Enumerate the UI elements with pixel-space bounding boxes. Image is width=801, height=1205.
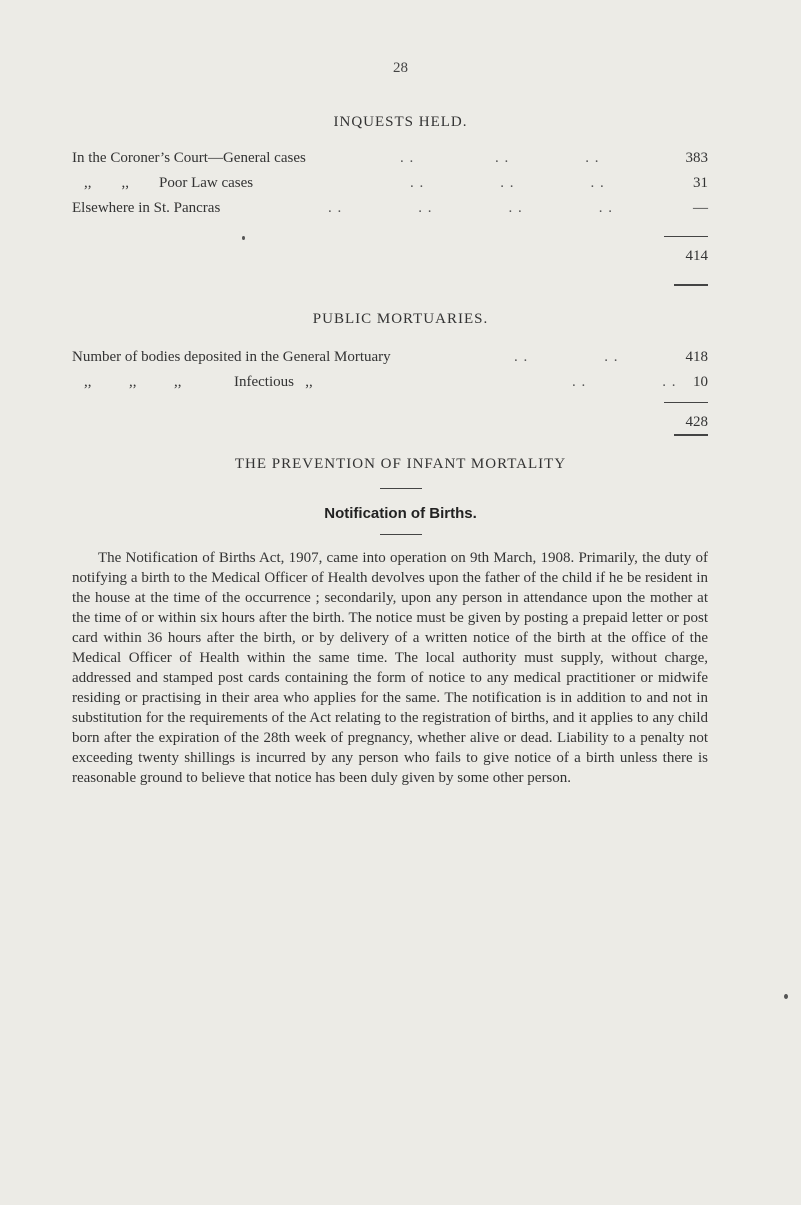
row-value: 418 bbox=[685, 349, 708, 365]
page-number: 28 bbox=[393, 60, 408, 76]
row-leader-dots: . . . . . . . . bbox=[328, 200, 613, 216]
row-leader-dots: . . . . . . bbox=[400, 150, 600, 166]
row-value: 10 bbox=[693, 374, 708, 390]
notification-paragraph bbox=[72, 548, 708, 788]
margin-speck bbox=[242, 236, 245, 240]
total-rule bbox=[674, 434, 708, 436]
row-value: — bbox=[693, 200, 708, 216]
row-leader-dots: . . . . bbox=[514, 349, 619, 365]
section-divider bbox=[380, 534, 422, 535]
section-divider bbox=[380, 488, 422, 489]
subtotal-rule bbox=[664, 236, 708, 237]
prevention-heading: THE PREVENTION OF INFANT MORTALITY bbox=[234, 456, 567, 472]
subtotal-rule bbox=[664, 402, 708, 403]
row-leader-dots: . . . . . . bbox=[410, 175, 605, 191]
mortuaries-total: 428 bbox=[685, 414, 708, 430]
row-value: 31 bbox=[693, 175, 708, 191]
inquests-heading: INQUESTS HELD. bbox=[333, 114, 468, 130]
row-leader-dots: . . . . bbox=[572, 374, 677, 390]
row-label: ,, ,, Poor Law cases bbox=[84, 175, 254, 191]
row-label: Elsewhere in St. Pancras bbox=[72, 200, 221, 216]
notification-subheading: Notification of Births. bbox=[324, 505, 477, 522]
inquests-row bbox=[72, 150, 708, 170]
row-value: 383 bbox=[685, 150, 708, 166]
inquests-row bbox=[72, 175, 708, 195]
row-label: Number of bodies deposited in the General Mortuary bbox=[72, 349, 391, 365]
paragraph-text: The Notification of Births Act, 1907, came into operation on 9th March, 1908. Primarily, the duty of notifying a birth to the Medical Officer of Health devolves upon the father of the child if he be resident in the house at the time of the occurrence ; secondarily, upon any person in attendance upon the mother at the time of or within six hours after the birth. The notice must be given by posting a prepaid letter or post card within 36 hours after the birth, or by delivery of a written notice of the birth at the office of the Medical Officer of Health within the same time. The local authority must supply, without charge, addressed and stamped post cards containing the form of notice to any medical practitioner or midwife residing or practising in their area who applies for the same. The notification is in addition to and not in substitution for the requirements of the Act relating to the registration of births, and it applies to any child born after the expiration of the 28th week of pregnancy, whether alive or dead. Liability to a penalty not exceeding twenty shillings is incurred by any person who fails to give notice of a birth unless there is reasonable ground to believe that notice has been duly given by some other person. bbox=[72, 550, 708, 786]
total-rule bbox=[674, 284, 708, 286]
margin-speck bbox=[784, 994, 788, 999]
inquests-total: 414 bbox=[685, 248, 708, 264]
row-label: In the Coroner’s Court—General cases bbox=[72, 150, 306, 166]
mortuaries-row bbox=[72, 374, 708, 394]
row-label: ,, ,, ,, Infectious ,, bbox=[84, 374, 313, 390]
mortuaries-row bbox=[72, 349, 708, 369]
inquests-row bbox=[72, 200, 708, 220]
mortuaries-heading: PUBLIC MORTUARIES. bbox=[312, 311, 489, 327]
